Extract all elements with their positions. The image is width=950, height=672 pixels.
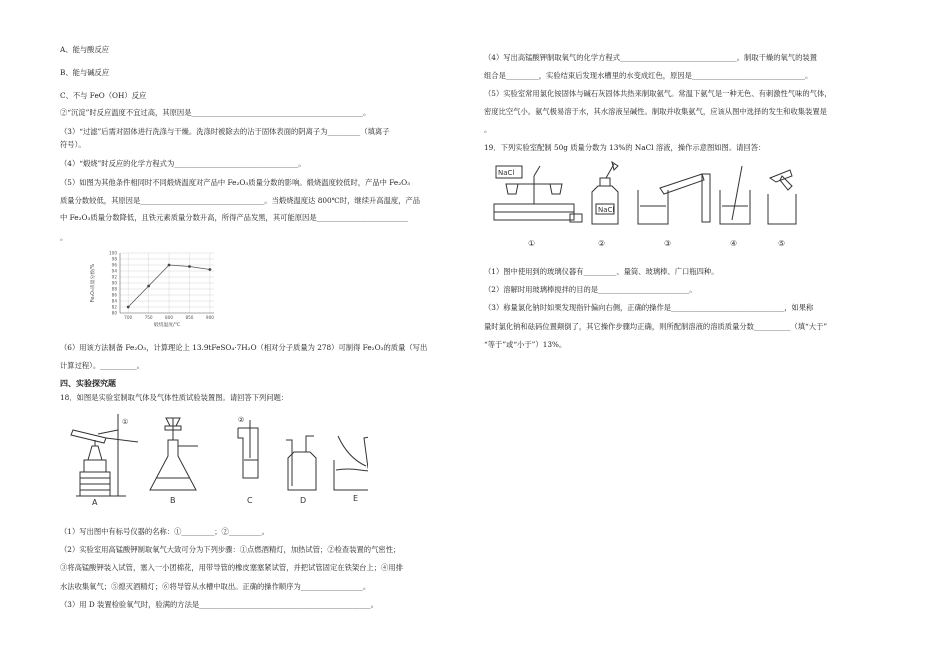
chart-y-tick-label: 100 (109, 250, 117, 256)
calcination-chart (82, 247, 222, 329)
apparatus-e (334, 434, 368, 490)
bottle-step (592, 162, 618, 224)
apparatus-d (286, 436, 316, 490)
fig18-label-b: B (170, 496, 176, 505)
bottle-tag: NaCl (598, 206, 615, 214)
chart-y-tick-label: 88 (111, 286, 117, 292)
chart-y-tick-label: 90 (111, 280, 117, 286)
q18-2-line-c: 水法收集氧气；⑤熄灭酒精灯；⑥将导管从水槽中取出。正确的操作顺序为_________________。 (60, 582, 371, 591)
option-a: A、能与酸反应 (60, 45, 110, 54)
apparatus-b (150, 418, 198, 490)
pour-step (638, 174, 710, 224)
chart-data-point (168, 264, 171, 267)
apparatus-a (71, 414, 138, 496)
q18-2-line-a: （2）实验室用高锰酸钾制取氧气大致可分为下列步骤：①点燃酒精灯，加热试管；②检查装置的气密性； (60, 545, 401, 554)
chart-y-tick-label: 86 (111, 292, 117, 298)
funnel-step (768, 170, 796, 224)
q5-line-a: （5）如图为其他条件相同时不同煅烧温度对产品中 Fe₂O₃质量分数的影响。煅烧温度较低时，产品中 Fe₂O₃ (60, 178, 411, 187)
apparatus-figure (48, 408, 368, 508)
chart-y-tick-label: 94 (111, 268, 117, 274)
fig19-label-4: ④ (730, 239, 738, 248)
q3-line-a: （3）“过滤”后需对固体进行洗涤与干燥。洗涤时被除去的沾于固体表面的阴离子为_________（填离子 (60, 127, 390, 136)
chart-x-tick-label: 700 (124, 315, 133, 320)
q5-line-c: 中 Fe₂O₃质量分数降低，且铁元素质量分数升高，所得产品发黑，其可能原因是_________________________ (60, 213, 408, 222)
option-c: C、不与 FeO（OH）反应 (60, 91, 147, 100)
q18-5-line-c: 。 (484, 125, 492, 134)
chart-data-point (127, 306, 130, 309)
q19-1: （1）图中使用到的玻璃仪器有_________、量筒、玻璃棒、广口瓶四种。 (484, 267, 719, 276)
q19-3-line-a: （3）称量氯化钠时如果发现指针偏向右侧，正确的操作是_______________________________，如果称 (484, 303, 814, 312)
q18-2-line-b: ③将高锰酸钾装入试管，塞入一小团棉花，用带导管的橡皮塞塞紧试管，并把试管固定在铁架台上；④用排 (60, 563, 403, 572)
apparatus-c (238, 420, 258, 478)
solution-prep-figure (492, 160, 822, 252)
chart-y-tick-label: 92 (111, 274, 117, 280)
stir-step (720, 166, 750, 224)
fig18-label-a: A (92, 498, 98, 507)
q6-line-b: 计算过程）。__________。 (60, 361, 144, 370)
chart-y-tick-label: 96 (111, 262, 117, 268)
q5-line-d: 。 (60, 233, 68, 242)
chart-x-tick-label: 800 (165, 315, 174, 320)
balance-tag: NaCl (498, 169, 515, 177)
chart-y-tick-label: 80 (111, 310, 117, 316)
fig18-label-d: D (300, 496, 307, 505)
q3-line-b: 符号）。 (60, 140, 86, 149)
q18-5-line-a: （5）实验室常用氯化铵固体与碱石灰固体共热来制取氨气。常温下氨气是一种无色、有刺激性气味的气体， (484, 89, 832, 98)
chart-x-tick-label: 900 (205, 315, 214, 320)
chart-data-point (188, 265, 191, 268)
option-b: B、能与碱反应 (60, 68, 110, 77)
fig18-marker-2: ② (238, 416, 245, 424)
fig19-label-5: ⑤ (778, 239, 786, 248)
q19-3-line-b: 量时氯化钠和砝码位置颠倒了，其它操作步骤均正确，则所配制溶液的溶质质量分数__________（填“大于” (484, 322, 828, 331)
q19-3-line-c: “等于”或“小于”）13%。 (484, 340, 567, 349)
q18-4-line-a: （4）写出高锰酸钾制取氧气的化学方程式________________________________。制取干燥的氧气的装置 (484, 53, 817, 62)
chart-data-point (147, 285, 150, 288)
section-heading: 四、实验探究题 (60, 379, 116, 388)
fig18-label-c: C (247, 496, 253, 505)
chart-x-tick-label: 850 (185, 315, 194, 320)
q18-3: （3）用 D 装置检验氧气时，验满的方法是_______________________________________________。 (60, 600, 378, 609)
chart-x-tick-label: 750 (144, 315, 153, 320)
fig18-label-e: E (353, 494, 359, 503)
q2-text: ②“沉淀”时反应温度不宜过高，其原因是_______________________________________________。 (60, 108, 371, 117)
q19-stem: 19．下列实验室配制 50g 质量分数为 13%的 NaCl 溶液，操作示意图如图。请回答： (484, 143, 766, 152)
q18-1: （1）写出图中有标号仪器的名称：①_________；②_________。 (60, 527, 269, 536)
fig19-label-3: ③ (664, 239, 672, 248)
q18-stem: 18．如图是实验室制取气体及气体性质试验装置图。请回答下列问题： (60, 393, 289, 402)
fig19-label-2: ② (598, 239, 606, 248)
q6-line-a: （6）用该方法制备 Fe₂O₃，计算理论上 13.9tFeSO₄·7H₂O（相对分子质量为 278）可制得 Fe₂O₃的质量（写出 (60, 343, 428, 352)
q4-text: （4）“煅烧”时反应的化学方程式为__________________________________。 (60, 159, 306, 168)
fig19-label-1: ① (528, 239, 536, 248)
q18-4-line-b: 组合是_________，实验结束后发现水槽里的水变成红色，原因是_______________________________。 (484, 71, 813, 80)
q5-line-b: 质量分数较低，其原因是__________________________________。当煅烧温度达 800℃时，继续升高温度，产品 (60, 196, 421, 205)
chart-y-tick-label: 84 (111, 298, 117, 304)
chart-data-point (209, 268, 212, 271)
fig18-marker-1: ① (122, 418, 129, 426)
chart-y-tick-label: 98 (111, 256, 117, 262)
chart-y-label: Fe₂O₃质量分数/% (91, 263, 96, 303)
chart-y-tick-label: 82 (111, 304, 117, 310)
q19-2: （2）溶解时用玻璃棒搅拌的目的是_________________________。 (484, 285, 697, 294)
q18-5-line-b: 密度比空气小。氨气极易溶于水，其水溶液呈碱性。制取并收集氨气，应该从图中选择的发生和收集装置是 (484, 107, 827, 116)
chart-x-label: 煅烧温度/℃ (153, 323, 181, 328)
